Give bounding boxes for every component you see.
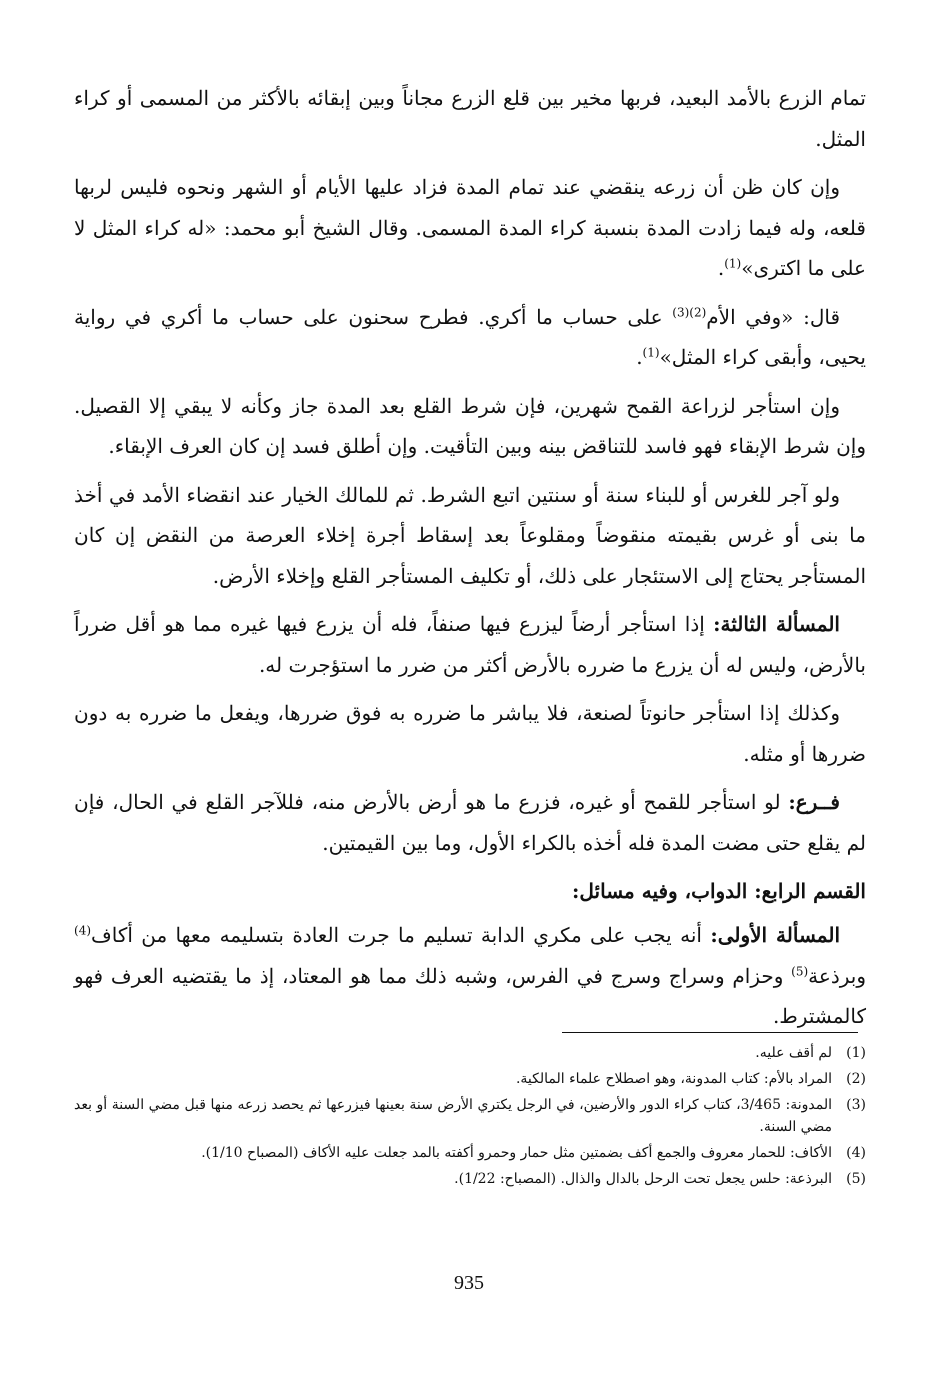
paragraph-5: ولو آجر للغرس أو للبناء سنة أو سنتين اتبع الشرط. ثم للمالك الخيار عند انقضاء الأمد في أخذ ما بنى أو غرس بقيمته منقوضاً ومقلوعاً بعد إسقاط أجرة إخلاء العرصة من النقض إن كان المستأجر يحتاج إلى الاستئجار على ذلك، أو تكليف المستأجر القلع وإخلاء الأرض.	[74, 482, 866, 588]
paragraph-9-text-c: وحزام وسراج وسرج في الفرس، وشبه ذلك مما هو المعتاد، إذ ما يقتضيه العرف فهو كالمشترط.	[74, 963, 866, 1028]
footnotes	[74, 1042, 866, 1194]
footnote-number: (3)	[846, 1097, 866, 1113]
footnote-number: (2)	[846, 1071, 866, 1087]
footnote-number: (1)	[846, 1045, 866, 1061]
paragraph-3-text-b: على حساب ما أكري. فطرح سحنون على حساب ما أكري في رواية يحيى، وأبقى كراء المثل»	[74, 304, 866, 369]
footnote-ref-3: (3)	[672, 304, 690, 319]
footnote-text: لم أقف عليه.	[755, 1045, 832, 1061]
paragraph-4: وإن استأجر لزراعة القمح شهرين، فإن شرط القلع بعد المدة جاز وكأنه لا يبقي إلا القصيل. وإن شرط الإبقاء فهو فاسد للتناقض بينه وبين التأقيت. وإن أطلق فسد إن كان العرف الإبقاء.	[74, 393, 866, 458]
main-text	[74, 78, 866, 1045]
footnote-2	[74, 1068, 866, 1090]
paragraph-8-text: لو استأجر للقمح أو غيره، فزرع ما هو أرض بالأرض منه، فللآجر القلع في الحال، فإن لم يقلع حتى مضت المدة فله أخذه بالكراء الأول، وما بين القيمتين.	[74, 790, 866, 855]
issue-one-heading: المسألة الأولى:	[710, 923, 841, 947]
issue-three-heading: المسألة الثالثة:	[713, 612, 840, 636]
footnote-ref-2: (2)	[689, 304, 707, 319]
footnote-ref-1: (1)	[724, 256, 742, 271]
footnote-number: (4)	[846, 1145, 866, 1161]
footnote-ref-4: (4)	[74, 923, 92, 938]
paragraph-3	[74, 297, 866, 378]
paragraph-2-end: .	[717, 256, 725, 280]
footnote-text: المراد بالأم: كتاب المدونة، وهو اصطلاح علماء المالكية.	[515, 1071, 832, 1087]
paragraph-2-text: وإن كان ظن أن زرعه ينقضي عند تمام المدة فزاد عليها الأيام أو الشهر ونحوه فليس لربها قلعه، وله فيما زادت المدة بنسبة كراء المدة المسمى. وقال الشيخ أبو محمد: «له كراء المثل لا على ما اكترى»	[74, 175, 866, 280]
paragraph-6-text: إذا استأجر أرضاً ليزرع فيها صنفاً، فله أن يزرع فيها غيره مما هو أقل ضرراً بالأرض، وليس له أن يزرع ما ضرره بالأرض أكثر من ضرر ما استؤجرت له.	[74, 612, 866, 677]
footnote-text: المدونة: 3/465، كتاب كراء الدور والأرضين، في الرجل يكتري الأرض سنة بعينها فيزرعها ثم يحصد زرعه منها قبل مضي السنة أو بعد مضي السنة.	[74, 1097, 832, 1135]
paragraph-1: تمام الزرع بالأمد البعيد، فربها مخير بين قلع الزرع مجاناً وبين إبقائه بالأكثر من المسمى أو كراء المثل.	[74, 86, 866, 151]
page-number: 935	[454, 1272, 484, 1294]
footnote-ref-1b: (1)	[642, 345, 660, 360]
paragraph-8	[74, 782, 866, 863]
paragraph-3-end: .	[636, 345, 643, 369]
footnote-3	[74, 1094, 866, 1138]
paragraph-7: وكذلك إذا استأجر حانوتاً لصنعة، فلا يباشر ما ضرره به فوق ضررها، ويفعل ما ضرره به دون ضررها أو مثله.	[74, 701, 866, 766]
paragraph-9	[74, 915, 866, 1037]
paragraph-6	[74, 604, 866, 685]
footnote-number: (5)	[846, 1171, 866, 1187]
paragraph-9-text-a: أنه يجب على مكري الدابة تسليم ما جرت العادة بتسليمه معها من أكاف	[91, 923, 711, 947]
paragraph-3-text-a: قال: «وفي الأم	[706, 304, 841, 329]
section-title: القسم الرابع: الدواب، وفيه مسائل:	[572, 879, 866, 903]
branch-heading: فــرع:	[788, 790, 840, 814]
footnote-1	[74, 1042, 866, 1064]
footnote-5	[74, 1168, 866, 1190]
footnote-ref-5: (5)	[791, 963, 809, 978]
footnote-divider	[562, 1032, 858, 1033]
paragraph-2	[74, 167, 866, 289]
paragraph-9-text-b: وبرذعة	[808, 963, 866, 988]
footnote-4	[74, 1142, 866, 1164]
footnote-text: الأكاف: للحمار معروف والجمع أكف بضمتين مثل حمار وحمرو أكفته بالمد جعلت عليه الأكاف (المصباح 1/10).	[201, 1145, 832, 1161]
footnote-text: البرذعة: حلس يجعل تحت الرحل بالدال والذال. (المصباح: 1/22).	[454, 1171, 832, 1187]
